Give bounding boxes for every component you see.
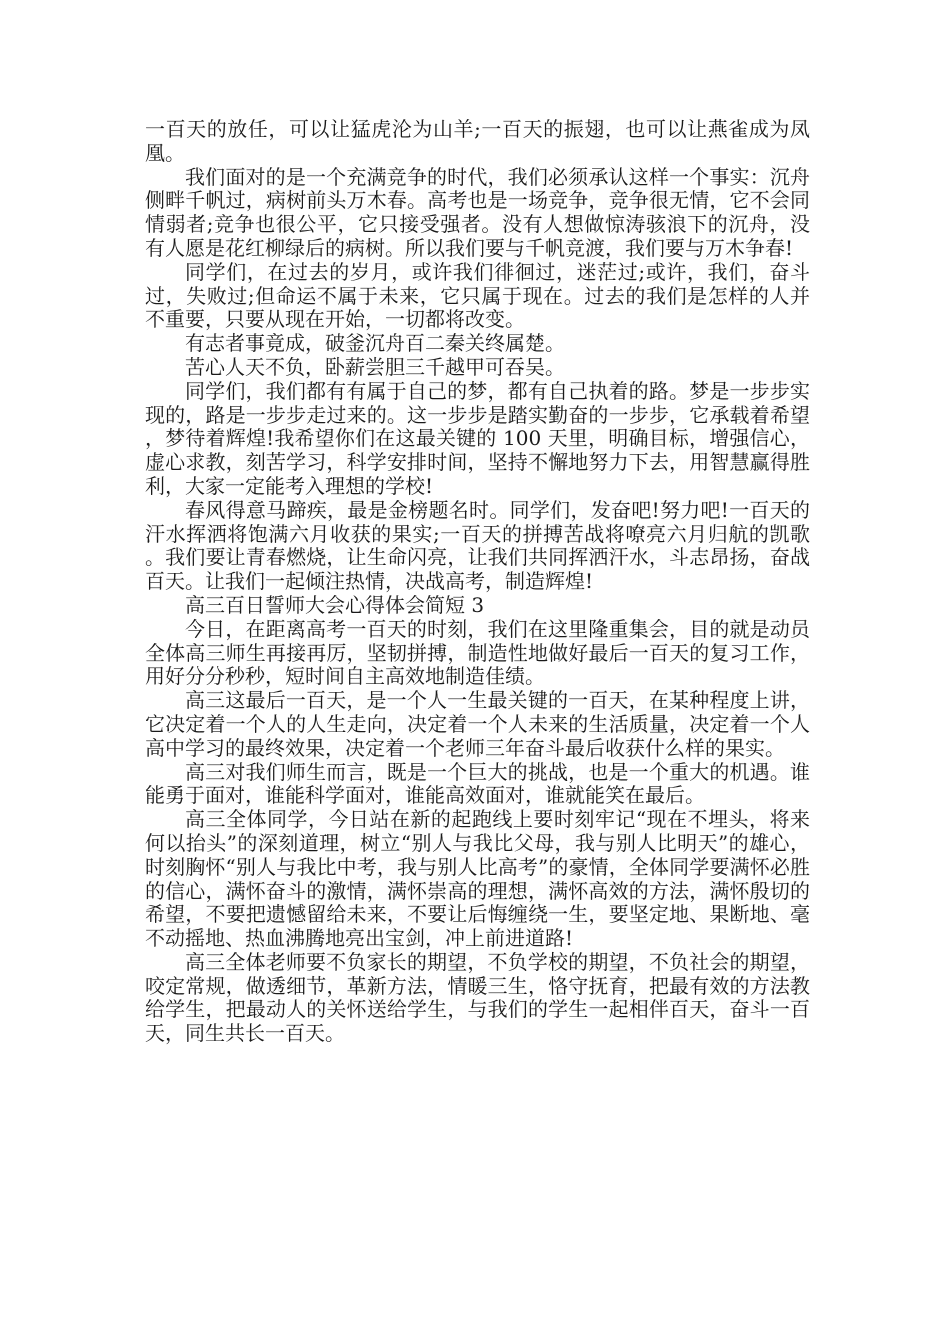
paragraph-competition: 我们面对的是一个充满竞争的时代，我们必须承认这样一个事实：沉舟侧畔千帆过，病树前头万木春。高考也是一场竞争，竞争很无情，它不会同情弱者;竞争也很公平，它只接受强者。没有人想做惊涛骇浪下的沉舟，没有人愿是花红柳绿后的病树。所以我们要与千帆竞渡，我们要与万木争春! bbox=[145, 164, 810, 260]
paragraph-past-and-present: 同学们，在过去的岁月，或许我们徘徊过，迷茫过;或许，我们，奋斗过，失败过;但命运不属于未来，它只属于现在。过去的我们是怎样的人并不重要，只要从现在开始，一切都将改变。 bbox=[145, 259, 810, 332]
section-heading: 高三百日誓师大会心得体会简短 3 bbox=[185, 592, 485, 617]
paragraph-students: 高三全体同学，今日站在新的起跑线上要时刻牢记“现在不埋头，将来何以抬头”的深刻道理，树立“别人与我比父母，我与别人比明天”的雄心，时刻胸怀“别人与我比中考，我与别人比高考”的豪情，全体同学要满怀必胜的信心，满怀奋斗的激情，满怀崇高的理想，满怀高效的方法，满怀殷切的希望，不要把遗憾留给未来，不要让后悔缠绕一生，要坚定地、果断地、毫不动摇地、热血沸腾地亮出宝剑，冲上前进道路! bbox=[145, 807, 810, 951]
document-page bbox=[145, 118, 810, 1046]
paragraph-last-hundred-days: 高三这最后一百天，是一个人一生最关键的一百天，在某种程度上讲，它决定着一个人的人生走向，决定着一个人未来的生活质量，决定着一个人高中学习的最终效果，决定着一个老师三年奋斗最后收获什么样的果实。 bbox=[145, 688, 810, 760]
paragraph-couplet-line-2: 苦心人天不负，卧薪尝胆三千越甲可吞吴。 bbox=[185, 354, 565, 379]
paragraph-today-assembly: 今日，在距离高考一百天的时刻，我们在这里隆重集会，目的就是动员全体高三师生再接再厉，坚韧拼搏，制造性地做好最后一百天的复习工作，用好分分秒秒，短时间自主高效地制造佳绩。 bbox=[145, 616, 810, 689]
paragraph-couplet-line-1: 有志者事竟成，破釜沉舟百二秦关终属楚。 bbox=[185, 331, 565, 356]
paragraph-dreams: 同学们，我们都有有属于自己的梦，都有自己执着的路。梦是一步步实现的，路是一步步走过来的。这一步步是踏实勤奋的一步步，它承载着希望，梦待着辉煌!我希望你们在这最关键的 100 天里，明确目标，增强信心，虚心求教，刻苦学习，科学安排时间，坚持不懈地努力下去，用智慧赢得胜利，大家一定能考入理想的学校! bbox=[145, 378, 810, 498]
paragraph-spring-wind: 春风得意马蹄疾，最是金榜题名时。同学们，发奋吧!努力吧!一百天的汗水挥洒将饱满六月收获的果实;一百天的拼搏苦战将嘹亮六月归航的凯歌。我们要让青春燃烧，让生命闪亮，让我们共同挥洒汗水，斗志昂扬，奋战百天。让我们一起倾注热情，决战高考，制造辉煌! bbox=[145, 497, 810, 594]
paragraph-teachers: 高三全体老师要不负家长的期望，不负学校的期望，不负社会的期望，咬定常规，做透细节，革新方法，情暖三生，恪守抚育，把最有效的方法教给学生，把最动人的关怀送给学生，与我们的学生一起相伴百天，奋斗一百天，同生共长一百天。 bbox=[145, 949, 810, 1046]
paragraph-challenge: 高三对我们师生而言，既是一个巨大的挑战，也是一个重大的机遇。谁能勇于面对，谁能科学面对，谁能高效面对，谁就能笑在最后。 bbox=[145, 759, 810, 808]
paragraph-continuation: 一百天的放任，可以让猛虎沦为山羊;一百天的振翅，也可以让燕雀成为凤凰。 bbox=[145, 117, 810, 165]
